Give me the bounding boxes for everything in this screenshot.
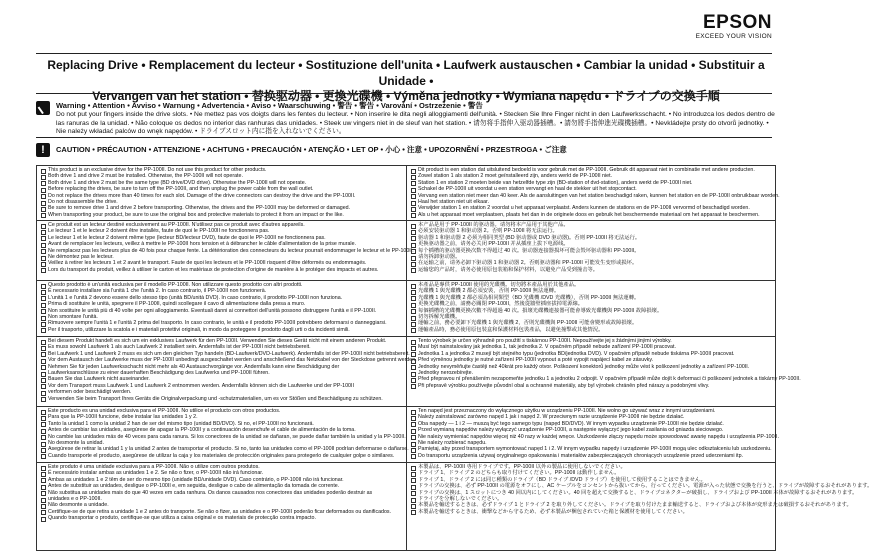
list-item: Jednotky nevyměňujte častěji než 40krát pro každý otvor. Poškození konektorů jednotky může vést k poškození jednotky a zařízení PP-100II. xyxy=(410,364,772,370)
list-item: Veillez à retirer les lecteurs 1 et 2 avant le transport. Faute de quoi les lecteurs et le PP-100II risquent d'être déformés ou endommagés. xyxy=(40,260,403,266)
list-item: Haal het station niet uit elkaar. xyxy=(410,199,772,205)
list-item: Prima di sostituire le unità, spegnere il PP-100II, quindi scollegare il cavo di alimentazione dalla presa a muro. xyxy=(40,301,403,307)
cell-portuguese xyxy=(37,463,406,550)
list-item: Não desmonte a unidade. xyxy=(40,502,403,508)
list-item: Tento výrobek je určen výhradně pro použití s tiskárnou PP-100II. Nepoužívejte jej s žádnými jinými výrobky. xyxy=(410,338,772,344)
caution-icon xyxy=(36,143,50,157)
cell-japanese xyxy=(407,463,872,550)
list-item: Both drive 1 and drive 2 must be the same type (BD drive/DVD drive). Otherwise the PP-100II will not operate. xyxy=(40,180,403,186)
list-item: Nie należy wymieniać napędów więcej niż 40 razy w każdej wnęce. Uszkodzenie złączy napędu może spowodować awarię napędu i urządzenia PP-100II. xyxy=(410,434,772,440)
list-item: ドライブの交換は、1 スロットにつき 40 回以内にしてください。40 回を超えて交換すると、ドライブコネクターが破損し、ドライブおよび PP-100II 本体が故障するおそれがあります。 xyxy=(410,490,772,496)
cell-polish xyxy=(407,407,779,462)
list-item: É necessário instalar ambas as unidades 1 e 2. Se não o fizer, o PP-100II não irá funcionar. xyxy=(40,470,403,476)
cell-list xyxy=(40,338,417,402)
warning-icon xyxy=(36,101,50,115)
cell-list xyxy=(40,167,403,218)
list-item: 本製品は、PP-100II 専用ドライブです。PP-100II 以外の製品に使用しないでください。 xyxy=(410,464,772,470)
list-item: Zowel station 1 als station 2 moet geïnstalleerd zijn, anders werkt de PP-100II niet. xyxy=(410,173,772,179)
list-item: 驱动器 1 和驱动器 2 必须为相同类型 (BD 驱动器或 DVD 驱动器)。否则 PP-100II 将无法运行。 xyxy=(410,235,772,241)
cell-list xyxy=(410,408,779,459)
list-item: Vervang een station niet meer dan 40 keer. Als de aansluitingen van het station beschadigd raken, kunnen het station en de PP-100II onbruikbaar worden. xyxy=(410,193,772,199)
brand xyxy=(696,14,772,40)
list-item: Lors du transport du produit, veillez à utiliser le carton et les matériaux de protection d'origine de manière à le protéger des impacts et autres. xyxy=(40,267,403,273)
list-item: 本製品を輸送するときは、必ずドライブ 1 とドライブ 2 を取り外してください。ドライブを取り付けたまま輸送すると、ドライブおよび本体が変形または破損するおそれがあります。 xyxy=(410,502,772,508)
list-item: Quando transportar o produto, certifique-se que utiliza a caixa original e os materiais de protecção contra impacto. xyxy=(40,515,403,521)
warning-heading: Warning • Attention • Avviso • Warnung • Advertencia • Aviso • Waarschuwing • 警告 • 警告 • Varování • Ostrzeżenie • 警告 xyxy=(56,101,483,110)
cell-italian xyxy=(37,281,406,336)
list-item: 每个插槽的驱动器更换次数不得超过 40 次。驱动器连接器损坏可能会毁坏驱动器和 PP-100II。 xyxy=(410,248,772,254)
cell-dutch xyxy=(407,166,780,220)
list-item: Ce produit est un lecteur destiné exclusivement au PP-100II. N'utilisez pas ce produit avec d'autres appareils. xyxy=(40,222,403,228)
list-item: Le lecteur 1 et le lecteur 2 doivent même type (lecteur BD/lecteur DVD), faute de quoi le PP-100II ne fonctionnera pas. xyxy=(40,235,403,241)
caution-table xyxy=(36,165,872,551)
list-item: 更換光碟機之前，請務必關閉 PP-100II，然後從牆壁插座拔掉電源線。 xyxy=(410,301,772,307)
list-item: Nehmen Sie für jeden Laufwerksschacht nicht mehr als 40 Austauschvorgänge vor. Andernfalls kann eine Beschädigung der xyxy=(40,364,403,370)
list-item: Před výměnou jednotky je nutné zařízení PP-100II vypnout a poté vypojit napájecí kabel ze zásuvky. xyxy=(410,357,772,363)
cell-list xyxy=(40,282,403,333)
list-item: Ne démontez pas le lecteur. xyxy=(40,254,403,260)
list-item: Als u het apparaat moet verplaatsen, plaats het dan in de originele doos en gebruik het beschermende materiaal om het apparaat te beschermen. xyxy=(410,212,772,218)
list-item: No cambie las unidades más de 40 veces para cada ranura. Si los conectores de la unidad se dañaran, se puede dañar también la unidad y la PP-100II. xyxy=(40,434,403,440)
list-item: Schakel de PP-100II uit voordat u een station vervangt en haal de stekker uit het stopcontact. xyxy=(410,186,772,192)
list-item: Es muss sowohl Laufwerk 1 als auch Laufwerk 2 installiert sein. Andernfalls ist der PP-100II nicht betriebsbereit. xyxy=(40,344,403,350)
list-item: 在运输之前，请务必卸下驱动器 1 和驱动器 2。否则驱动器和 PP-100II 可能发生变形或损坏。 xyxy=(410,260,772,266)
cell-german xyxy=(37,337,417,406)
list-item: verformen oder beschädigt werden. xyxy=(40,389,403,395)
list-item: Ambas as unidades 1 e 2 têm de ser do mesmo tipo (unidade BD/unidade DVD). Caso contrário, o PP-100II não irá funcionar. xyxy=(40,477,403,483)
list-item: When transporting your product, be sure to use the original box and protective materials to protect it from an impact or the like. xyxy=(40,212,403,218)
cell-chinese-traditional xyxy=(407,281,775,336)
list-item: Não substitua as unidades mais do que 40 vezes em cada ranhura. Os danos causados nos conectores das unidades poderão destruir as xyxy=(40,490,403,496)
list-item: Před přepravou ní přenášením nezapomeňte jednotku 1 a jednotku 2 odpojit. V opačném případě může dojít k deformaci či poškození jednotek a tiskárny PP-100II. xyxy=(410,376,772,382)
list-item: Do not replace the drives more than 40 times for each slot. Damage of the drive connectors can destroy the drive and the PP-100II. xyxy=(40,193,403,199)
title-line-2: Vervangen van het station • 替换驱动器 • 更換光碟機 • Výměna jednotky • Wymiana napędu • ドライブの交換手順 xyxy=(92,89,720,103)
list-item: 本產品是專供 PP-100II 使用的光碟機。切勿將本產品用於其他產品。 xyxy=(410,282,772,288)
cell-chinese-simplified xyxy=(407,221,775,280)
list-item: ドライブの交換は、必ず PP-100II の電源をオフにし、AC ケーブルをコンセントから抜いてから、行ってください。電源が入った状態で交換を行うと、ドライブが故障するおそれがあります。 xyxy=(410,483,772,489)
cell-list xyxy=(410,222,772,273)
list-item: L'unità 1 e l'unità 2 devono essere dello stesso tipo (unità BD/unità DVD). In caso contrario, il prodotto PP-100II non funziona. xyxy=(40,295,403,301)
list-item: Oba napędy — 1 i 2 — muszą być tego samego typu (napęd BD/DVD). W innym wypadku urządzenie PP-100II nie będzie działać. xyxy=(410,421,772,427)
caution-section xyxy=(36,143,776,157)
cell-list xyxy=(40,408,409,459)
list-item: 更换驱动器之前，请务必关闭 PP-100II 并从插座上拔下电源线。 xyxy=(410,241,772,247)
cell-list xyxy=(410,282,772,333)
list-item: Vor dem Transport muss Laufwerk 1 und Laufwerk 2 entnommen werden. Andernfalls können sich die Laufwerke und der PP-100II xyxy=(40,383,403,389)
list-item: 必须安装驱动器 1 和驱动器 2。否则 PP-100II 将无法运行。 xyxy=(410,228,772,234)
list-item: 光碟機 1 與光碟機 2 都必須為相同類型（BD 光碟機 /DVD 光碟機），否則 PP-100II 無法運轉。 xyxy=(410,295,772,301)
list-item: Both drive 1 and drive 2 must be installed. Otherwise, the PP-100II will not operate. xyxy=(40,173,403,179)
epson-logo: EPSON xyxy=(702,12,772,33)
top-rule xyxy=(36,53,772,54)
list-item: Este produto é uma unidade exclusiva para a PP-100II. Não o utilize com outros produtos. xyxy=(40,464,403,470)
list-item: Before replacing the drives, be sure to turn off the PP-100II, and then unplug the power cable from the wall outlet. xyxy=(40,186,403,192)
list-item: Do transportu urządzenia używaj oryginalnego opakowania i materiałów zabezpieczających chroniących urządzenie przed uderzeniami itp. xyxy=(410,453,772,459)
cell-list xyxy=(40,222,414,273)
list-item: 本产品是用于 PP-100II 的驱动器。请勿将本产品用于其他产品。 xyxy=(410,222,772,228)
list-item: Ne remplacez pas les lecteurs plus de 40 fois pour chaque fente. La détérioration des connecteurs du lecteur pourrait endommager le lecteur et le PP-100II. xyxy=(40,248,403,254)
list-item: Station 1 en station 2 moeten beide van hetzelfde type zijn (BD-station of dvd-station), anders werkt de PP-100II niet. xyxy=(410,180,772,186)
list-item: Pamiętaj, aby przed transportem wymontować napęd 1 i 2. W innym wypadku napędy i urządzenie PP-100II mogą ulec odkształceniu lub uszkodzeniu. xyxy=(410,446,772,452)
list-item: È necessario installare sia l'unità 1 che l'unità 2. In caso contrario, il PP-100II non funzionerà. xyxy=(40,288,403,294)
cell-list xyxy=(410,167,780,218)
list-item: Este producto es una unidad exclusiva para el PP-100II. No utilice el producto con otros productos. xyxy=(40,408,403,414)
list-item: unidades e o PP-100II. xyxy=(40,496,403,502)
list-item: Bauen Sie das Laufwerk nicht auseinander. xyxy=(40,376,403,382)
list-item: Vor dem Austausch der Laufwerke muss der PP-100II unbedingt ausgeschaltet werden und anschließend das Netzkabel von der Steckdose getrennt werden. xyxy=(40,357,403,363)
list-item: Tanto la unidad 1 como la unidad 2 han de ser del mismo tipo (unidad BD/DVD). Si no, el PP-100II no funcionará. xyxy=(40,421,403,427)
list-item: Bei diesem Produkt handelt es sich um ein exklusives Laufwerk für den PP-100II. Verwenden Sie dieses Gerät nicht mit einem anderen Produkt. xyxy=(40,338,403,344)
list-item: 请勿拆卸驱动器。 xyxy=(410,254,772,260)
cell-spanish xyxy=(37,407,409,462)
list-item: Bei Laufwerk 1 und Laufwerk 2 muss es sich um den gleichen Typ handeln (BD-Laufwerk/DVD-Laufwerk). Andernfalls ist der PP-100II nicht betriebsbereit. xyxy=(40,351,403,357)
cell-list xyxy=(40,464,403,522)
list-item: Do not disassemble the drive. xyxy=(40,199,403,205)
list-item: Per il trasporto, utilizzare la scatola e i materiali protettivi originali, in modo da proteggere il prodotto dagli urti o da incidenti simili. xyxy=(40,327,403,333)
list-item: Non smontare l'unità. xyxy=(40,314,403,320)
cell-french xyxy=(37,221,414,280)
list-item: Při přepravě výrobku používejte původní obal a ochranné materiály, aby byl výrobek chráněn před nárazy a podobnými vlivy. xyxy=(410,383,772,389)
cell-english xyxy=(37,166,406,220)
list-item: Ten napęd jest przeznaczony do wyłącznego użytku w urządzeniu PP-100II. Nie wolno go używać wraz z innymi urządzeniami. xyxy=(410,408,772,414)
title-line-1: Replacing Drive • Remplacement du lecteur • Sostituzione dell'unita • Laufwerk austauschen • Cambiar la unidad • Substituir a Unidade • xyxy=(47,58,765,88)
list-item: Certifique-se de que retira a unidade 1 e 2 antes do transporte. Se não o fizer, as unidades e o PP-100II poderão ficar deformados ou danificados. xyxy=(40,509,403,515)
page-title xyxy=(36,58,776,105)
brand-tagline: EXCEED YOUR VISION xyxy=(695,33,772,40)
list-item: 運輸之前，務必要卸下光碟機 1 與光碟機 2，否則光碟機與 PP-100II 可能會變形或故障損壞。 xyxy=(410,320,772,326)
warning-text: Do not put your fingers inside the drive slots. • Ne mettez pas vos doigts dans les fentes du lecteur. • Non inserire le dita negli alloggiamenti dell'unità. • Stecken Sie Ihre Finger nicht in den Laufwerksschacht. • No introduzca los dedos dentro de las ranuras de la unidad. • Não coloque os dedos no interior das ranhuras das unidades. • Steek uw vingers niet in de sleuf van het station. • 请勿将手指伸入驱动器插槽。• 請勿將手指伸進光碟機插槽。• Nevkládejte prsty do otvorů jednotky. • Nie należy wkładać palców do wnęk napędów. • ドライブスロット内に指を入れないでください。 xyxy=(56,111,775,135)
list-item: 本製品を輸送するときは、衝撃などから守るため、必ず本製品が梱包されていた箱と保護材を使用してください。 xyxy=(410,509,772,515)
list-item: Antes de cambiar las unidades, asegúrese de apagar la PP-100II y a continuación desenchufe el cable de alimentación de la toma. xyxy=(40,427,403,433)
list-item: ドライブを分解しないでください。 xyxy=(410,496,772,502)
list-item: ドライブ 1、ドライブ 2 のどちらも取り付けてください。PP-100II は動作しません。 xyxy=(410,470,772,476)
warning-rule xyxy=(36,137,772,138)
list-item: Przed wymianą napędów należy wyłączyć urządzenie PP-100II, a następnie wyłączyć jego kabel zasilania od gniazda sieciowego. xyxy=(410,427,772,433)
list-item: No desmonte la unidad. xyxy=(40,440,403,446)
list-item: Antes de substituir as unidades, desligue o PP-100II e, em seguida, desligue o cabo de alimentação da tomada de corrente. xyxy=(40,483,403,489)
list-item: 運輸產品時，務必使用原包裝盒和保護材料包裝產品，以避免撞擊或其他情況。 xyxy=(410,327,772,333)
list-item: ドライブ 1、ドライブ 2 には同じ種類のドライブ（BD ドライブ /DVD ドライブ）を使用して使用することはできません。 xyxy=(410,477,772,483)
list-item: 光碟機 1 與光碟機 2 都必須安裝，否則 PP-100II 無法運轉。 xyxy=(410,288,772,294)
list-item: Questo prodotto è un'unità esclusiva per il modello PP-100II. Non utilizzare questo prodotto con altri prodotti. xyxy=(40,282,403,288)
list-item: 运输您的产品时，请务必使用原包装箱和保护材料，以避免产品受到撞击等。 xyxy=(410,267,772,273)
list-item: Laufwerksanschlüsse zu einer dauerhaften Beschädigung des Laufwerks und PP-100II führen. xyxy=(40,370,403,376)
list-item: Avant de remplacer les lecteurs, veillez à mettre le PP-100II hors tension et à débrancher le câble d'alimentation de la prise murale. xyxy=(40,241,403,247)
list-item: Para que la PP-100II funcione, debe instalar las unidades 1 y 2. xyxy=(40,414,403,420)
list-item: Rimuovere sempre l'unità 1 e l'unità 2 prima del trasporto. In caso contrario, le unità e il prodotto PP-100II potrebbero deformarsi o danneggiarsi. xyxy=(40,320,403,326)
list-item: Jednotky nerozebírejte. xyxy=(410,370,772,376)
list-item: Non sostituire le unità più di 40 volte per ogni alloggiamento. Eventuali danni ai connettori dell'unità possono distruggere l'unità e il PP-100II. xyxy=(40,308,403,314)
list-item: Asegúrese de retirar la unidad 1 y la unidad 2 antes de transportar el producto. Si no, tanto las unidades como el PP-100II podrían deformarse o dañarse. xyxy=(40,446,403,452)
list-item: This product is an exclusive drive for the PP-100II. Do not use this product for other products. xyxy=(40,167,403,173)
list-item: Dit product is een station dat uitsluitend bedoeld is voor gebruik met de PP-100II. Gebruik dit apparaat niet in combinatie met andere producten. xyxy=(410,167,772,173)
list-item: Należy zainstalować zarówno napęd 1 jak i napęd 2. W przeciwnym razie urządzenie PP-100II nie będzie działać. xyxy=(410,414,772,420)
list-item: Verwenden Sie beim Transport Ihres Geräts die Originalverpackung und -schutzmaterialien, um es vor Stößen und Beschädigung zu schützen. xyxy=(40,396,403,402)
list-item: 每個插槽的光碟機更換次數不得超過 40 次。損壞光碟機連接器可能會導致光碟機與 PP-100II 故障損壞。 xyxy=(410,308,772,314)
cell-czech xyxy=(407,337,801,406)
cell-list xyxy=(410,464,872,515)
list-item: Jednotka 1 a jednotka 2 musejí být stejného typu (jednotka BD/jednotka DVD). V opačném případě nebude tiskárna PP-100II pracovat. xyxy=(410,351,772,357)
list-item: Nie należy rozbierać napędu. xyxy=(410,440,772,446)
list-item: Be sure to remove drive 1 and drive 2 before transporting. Otherwise, the drives and the PP-100II may be deformed or damaged. xyxy=(40,205,403,211)
cell-list xyxy=(410,338,801,389)
list-item: Verwijder station 1 en station 2 voordat u het apparaat verplaatst. Anders kunnen de stations en de PP-100II vervormd of beschadigd worden. xyxy=(410,205,772,211)
list-item: Cuando transporte el producto, asegúrese de utilizar la caja y los materiales de protección originales para protegerlo de cualquier golpe o similares. xyxy=(40,453,403,459)
caution-heading: CAUTION • PRÉCAUTION • ATTENZIONE • ACHTUNG • PRECAUCIÓN • ATENÇÃO • LET OP • 小心 • 注意 • UPOZORNĚNÍ • PRZESTROGA • ご注意 xyxy=(56,145,567,154)
title-rule xyxy=(36,93,772,94)
list-item: Musí být nainstalovány jak jednotka 1, tak jednotka 2. V opačném případě nebude zařízení PP-100II pracovat. xyxy=(410,344,772,350)
list-item: Le lecteur 1 et le lecteur 2 doivent être installés, faute de quoi le PP-100II ne fonctionnera pas. xyxy=(40,228,403,234)
list-item: 切勿拆解光碟機。 xyxy=(410,314,772,320)
